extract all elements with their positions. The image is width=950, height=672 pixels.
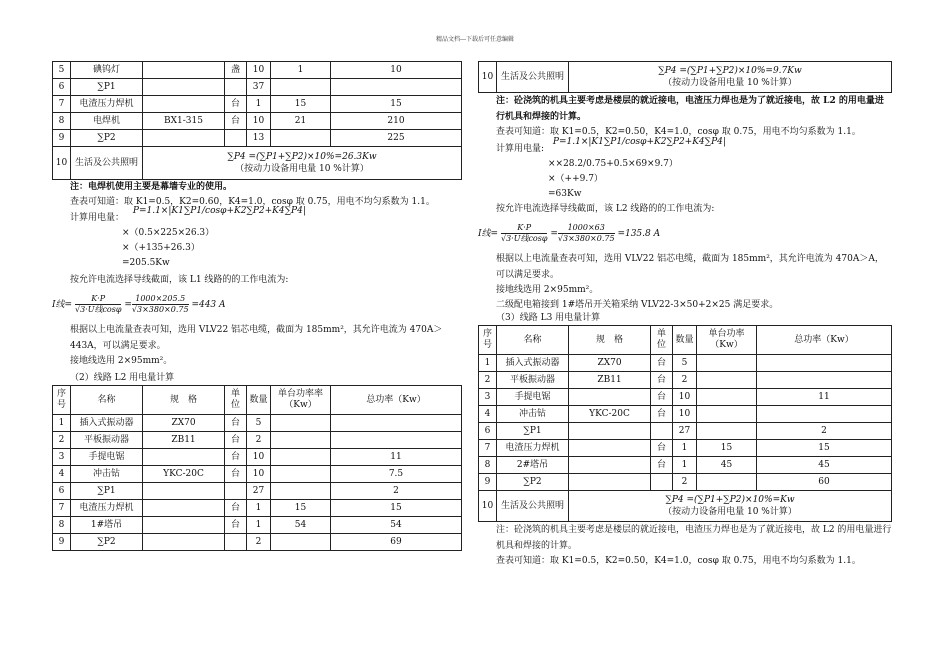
column-header: 序号	[479, 326, 497, 355]
cell-no: 5	[53, 62, 71, 79]
formula-line	[478, 137, 892, 157]
cell-name: ∑P2	[71, 130, 143, 147]
cell-name: 电渣压力焊机	[71, 96, 143, 113]
cell-spec: ZX70	[143, 415, 225, 432]
current-result: =135.8 A	[617, 229, 661, 239]
cell-unit: 台	[651, 355, 673, 372]
cell-qty: 5	[673, 355, 697, 372]
cell-name: 插入式振动器	[497, 355, 569, 372]
ground-text: 接地线选用 2×95mm²。	[70, 356, 173, 366]
table-caption-l2: （2）线路 L2 用电量计算	[70, 373, 175, 383]
cell-name: ∑P2	[497, 474, 569, 491]
table-row	[53, 62, 462, 79]
cell-no: 9	[53, 130, 71, 147]
cell-no: 6	[479, 423, 497, 440]
cell-unit: 台	[225, 500, 247, 517]
cell-unit	[225, 483, 247, 500]
cell-qty: 1	[247, 96, 271, 113]
current-formula: I线= $\frac{K\cdot P}{\text{√3·U线cosφ}}$ = $\frac{1000\times 205.5}{√3\times 380\times 0.75}$ =443 A	[52, 294, 226, 314]
cell-name: ∑P2	[71, 534, 143, 551]
cell-no: 2	[479, 372, 497, 389]
current-result: =443 A	[191, 300, 226, 310]
cell-power	[271, 483, 331, 500]
cell-no: 10	[53, 147, 71, 180]
cell-power	[697, 372, 757, 389]
cell-spec	[143, 79, 225, 96]
calc-line-1: ×（0.5×225×26.3）	[122, 228, 215, 238]
result-text: 根据以上电流量查表可知，选用 VLV22 铝芯电缆，截面为 185mm²，其允许电流为 470A＞A，可以满足要求。	[496, 254, 884, 280]
table-row	[479, 355, 892, 372]
cell-no: 4	[479, 406, 497, 423]
cell-no: 6	[53, 483, 71, 500]
table-row	[53, 415, 462, 432]
table-row	[479, 440, 892, 457]
table-row	[479, 423, 892, 440]
cell-name: 插入式振动器	[71, 415, 143, 432]
table-row	[479, 474, 892, 491]
lighting-note: （按动力设备用电量 10 %计算）	[235, 164, 369, 174]
formula-label: 计算用电量:	[496, 144, 545, 154]
cell-total	[331, 415, 462, 432]
cell-qty: 10	[673, 389, 697, 406]
cell-no: 4	[53, 466, 71, 483]
cell-spec	[569, 474, 651, 491]
cell-total	[757, 406, 892, 423]
cell-no: 1	[53, 415, 71, 432]
cell-total: 11	[331, 449, 462, 466]
cell-power: 21	[271, 113, 331, 130]
cell-total	[331, 79, 462, 96]
table-l1-continued	[52, 61, 462, 180]
cell-qty: 37	[247, 79, 271, 96]
lighting-note: （按动力设备用电量 10 %计算）	[663, 507, 797, 517]
current-formula: I线= $\frac{K\cdot P}{\text{√3·U线cosφ}}$ = $\frac{1000\times 63}{√3\times 380\times 0.75}$ =135.8 A	[478, 223, 661, 243]
cell-name: 冲击钻	[71, 466, 143, 483]
cell-formula	[143, 147, 462, 180]
cell-unit: 台	[225, 517, 247, 534]
cell-power	[697, 474, 757, 491]
cell-no: 10	[479, 62, 497, 93]
cell-spec	[143, 500, 225, 517]
current-frac-2	[558, 223, 615, 244]
cell-no: 8	[53, 517, 71, 534]
cell-no: 7	[53, 500, 71, 517]
cell-qty: 1	[673, 457, 697, 474]
cell-name: 2#塔吊	[497, 457, 569, 474]
cell-qty: 1	[247, 500, 271, 517]
cell-unit	[225, 79, 247, 96]
table-row	[53, 130, 462, 147]
table-l3	[478, 325, 892, 522]
frac-num: 1000×205.5	[132, 294, 189, 305]
cell-unit	[225, 130, 247, 147]
cell-spec	[143, 534, 225, 551]
cell-unit: 台	[225, 466, 247, 483]
cell-total	[757, 372, 892, 389]
cell-power	[271, 449, 331, 466]
cell-spec: ZX70	[569, 355, 651, 372]
column-header: 单台功率（Kw）	[697, 326, 757, 355]
table-row	[53, 517, 462, 534]
table-row-lighting	[479, 62, 892, 93]
cell-qty: 10	[247, 449, 271, 466]
cell-name: 电渣压力焊机	[497, 440, 569, 457]
calc-line-1: ××28.2/0.75+0.5×69×9.7）	[548, 159, 678, 169]
table-row	[479, 389, 892, 406]
cell-total: 45	[757, 457, 892, 474]
lighting-formula: ∑P4 =(∑P1+∑P2)×10%=26.3Kw	[227, 152, 377, 162]
table-row	[53, 432, 462, 449]
table-row	[479, 372, 892, 389]
frac-den: √3×380×0.75	[131, 305, 189, 314]
frac-den: √3·U线cosφ	[500, 234, 548, 243]
frac-den: √3·U线cosφ	[74, 305, 122, 314]
ground-text: 接地线选用 2×95mm²。	[496, 285, 599, 295]
cell-unit: 台	[651, 389, 673, 406]
cell-total: 2	[331, 483, 462, 500]
cell-qty: 2	[673, 474, 697, 491]
column-header: 单位	[651, 326, 673, 355]
cell-power	[271, 130, 331, 147]
cell-unit: 台	[225, 449, 247, 466]
cell-no: 7	[53, 96, 71, 113]
cell-name: 电渣压力焊机	[71, 500, 143, 517]
cell-spec: ZB11	[143, 432, 225, 449]
cell-unit: 台	[651, 372, 673, 389]
cell-total: 69	[331, 534, 462, 551]
lighting-formula: ∑P4 =(∑P1+∑P2)×10%=Kw	[665, 495, 795, 505]
cell-name: 碘钨灯	[71, 62, 143, 79]
cell-unit	[651, 474, 673, 491]
result-text: 根据以上电流量查表可知，选用 VLV22 铝芯电缆，截面为 185mm²，其允许电流为 470A＞443A，可以满足要求。	[70, 325, 443, 351]
cell-power	[697, 355, 757, 372]
table-row	[53, 113, 462, 130]
power-formula: P=1.1×|K1∑P1/cosφ+K2∑P2+K4∑P4|	[132, 206, 306, 216]
table-l2-end	[478, 61, 892, 93]
cell-no: 3	[53, 449, 71, 466]
cell-name: ∑P1	[71, 483, 143, 500]
cell-power	[271, 79, 331, 96]
calc-line-2: ×（+135+26.3）	[122, 243, 200, 253]
right-column	[478, 61, 892, 569]
cell-power	[697, 389, 757, 406]
lighting-formula: ∑P4 =(∑P1+∑P2)×10%=9.7Kw	[658, 66, 802, 76]
cell-formula	[569, 62, 892, 93]
frac-den: √3×380×0.75	[557, 234, 615, 243]
cell-spec	[569, 423, 651, 440]
column-header: 序号	[53, 386, 71, 415]
cell-qty: 2	[247, 432, 271, 449]
lookup-text: 查表可知道：取 K1=0.5，K2=0.50，K4=1.0，cosφ 取 0.75，用电不均匀系数为 1.1。	[496, 127, 861, 137]
table-l2	[52, 385, 462, 551]
cell-name: 生活及公共照明	[497, 491, 569, 522]
cell-power	[271, 534, 331, 551]
page-header: 精品文档---下载后可任意编辑	[435, 36, 515, 43]
cell-power: 1	[271, 62, 331, 79]
cell-spec: YKC-20C	[143, 466, 225, 483]
column-header: 规 格	[143, 386, 225, 415]
calc-line-2: ×（++9.7）	[548, 174, 603, 184]
table-header-row	[53, 386, 462, 415]
cell-name: 手提电锯	[497, 389, 569, 406]
lighting-note: （按动力设备用电量 10 %计算）	[663, 78, 797, 88]
cell-total: 60	[757, 474, 892, 491]
cell-no: 8	[53, 113, 71, 130]
cell-unit: 台	[651, 406, 673, 423]
cell-spec	[143, 130, 225, 147]
column-header: 单位	[225, 386, 247, 415]
cell-power	[697, 423, 757, 440]
cell-no: 8	[479, 457, 497, 474]
table-row	[479, 457, 892, 474]
cell-name: 生活及公共照明	[71, 147, 143, 180]
cell-spec: BX1-315	[143, 113, 225, 130]
cell-no: 2	[53, 432, 71, 449]
current-lhs: I线=	[52, 300, 73, 310]
cell-name: 1#塔吊	[71, 517, 143, 534]
cell-qty: 5	[247, 415, 271, 432]
cell-name: ∑P1	[71, 79, 143, 96]
cell-power: 15	[271, 500, 331, 517]
column-header: 规 格	[569, 326, 651, 355]
cell-spec	[143, 517, 225, 534]
cell-total: 54	[331, 517, 462, 534]
cell-unit: 盏	[225, 62, 247, 79]
table-row	[53, 466, 462, 483]
cell-power: 45	[697, 457, 757, 474]
cell-qty: 27	[247, 483, 271, 500]
cell-no: 9	[53, 534, 71, 551]
current-frac-1	[75, 294, 121, 315]
left-column	[52, 61, 462, 551]
cell-unit	[651, 423, 673, 440]
column-header: 数量	[673, 326, 697, 355]
current-frac-1	[501, 223, 547, 244]
cell-total: 210	[331, 113, 462, 130]
cell-qty: 1	[247, 517, 271, 534]
formula-label: 计算用电量：	[70, 213, 125, 223]
note-concrete-2: 注：砼浇筑的机具主要考虑是楼层的就近接电，电渣压力焊也是为了就近接电，故 L2 的用电量进行机具和焊接的计算。	[496, 525, 892, 551]
frac-num: 1000×63	[558, 223, 615, 234]
note-welding: 注：电焊机使用主要是幕墙专业的使用。	[70, 182, 233, 192]
cell-total: 225	[331, 130, 462, 147]
table-row	[53, 534, 462, 551]
cell-spec	[143, 62, 225, 79]
column-header: 名称	[497, 326, 569, 355]
cell-power: 15	[697, 440, 757, 457]
cell-qty: 10	[247, 62, 271, 79]
lookup-text-2: 查表可知道：取 K1=0.5，K2=0.50，K4=1.0，cosφ 取 0.75，用电不均匀系数为 1.1。	[496, 556, 861, 566]
cell-qty: 2	[247, 534, 271, 551]
calc-line-3: =63Kw	[548, 189, 582, 199]
cell-power	[271, 432, 331, 449]
cell-spec	[143, 483, 225, 500]
cell-total: 15	[331, 96, 462, 113]
cell-qty: 27	[673, 423, 697, 440]
current-frac-2	[132, 294, 189, 315]
cell-name: 电焊机	[71, 113, 143, 130]
cell-spec	[143, 449, 225, 466]
cell-unit: 台	[225, 415, 247, 432]
table-header-row	[479, 326, 892, 355]
column-header: 名称	[71, 386, 143, 415]
cell-power	[271, 466, 331, 483]
cell-no: 9	[479, 474, 497, 491]
cell-unit: 台	[225, 113, 247, 130]
cell-unit: 台	[225, 96, 247, 113]
cell-unit: 台	[651, 457, 673, 474]
cell-no: 10	[479, 491, 497, 522]
cell-total	[331, 432, 462, 449]
power-formula: P=1.1×|K1∑P1/cosφ+K2∑P2+K4∑P4|	[552, 137, 726, 147]
cell-name: 生活及公共照明	[497, 62, 569, 93]
cell-qty: 1	[673, 440, 697, 457]
cell-power	[697, 406, 757, 423]
table-caption-l3: （3）线路 L3 用电量计算	[496, 313, 601, 323]
column-header: 总功率（Kw）	[331, 386, 462, 415]
table-row-lighting	[479, 491, 892, 522]
cell-total: 7.5	[331, 466, 462, 483]
cell-spec	[569, 389, 651, 406]
frac-num: K·P	[501, 223, 547, 234]
choose-text: 按允许电流选择导线截面，该 L1 线路的的工作电流为:	[70, 275, 289, 285]
table-row	[53, 96, 462, 113]
column-header: 总功率（Kw）	[757, 326, 892, 355]
cell-name: 平板振动器	[71, 432, 143, 449]
cell-qty: 13	[247, 130, 271, 147]
cell-power: 15	[271, 96, 331, 113]
formula-line	[52, 206, 462, 226]
cell-name: 手提电锯	[71, 449, 143, 466]
cell-unit: 台	[225, 432, 247, 449]
box-text: 二级配电箱接到 1#塔吊开关箱采纳 VLV22-3×50+2×25 满足要求。	[496, 300, 779, 310]
table-row	[53, 79, 462, 96]
column-header: 数量	[247, 386, 271, 415]
table-row	[53, 483, 462, 500]
cell-unit	[225, 534, 247, 551]
frac-num: K·P	[75, 294, 121, 305]
table-row	[53, 500, 462, 517]
cell-total	[757, 355, 892, 372]
cell-no: 1	[479, 355, 497, 372]
cell-total: 10	[331, 62, 462, 79]
cell-spec	[569, 440, 651, 457]
column-header: 单台功率率（Kw）	[271, 386, 331, 415]
cell-power	[271, 415, 331, 432]
current-lhs: I线=	[478, 229, 499, 239]
cell-qty: 10	[247, 113, 271, 130]
cell-no: 7	[479, 440, 497, 457]
cell-spec	[569, 457, 651, 474]
cell-no: 6	[53, 79, 71, 96]
cell-spec	[143, 96, 225, 113]
cell-qty: 2	[673, 372, 697, 389]
cell-qty: 10	[673, 406, 697, 423]
cell-name: ∑P1	[497, 423, 569, 440]
cell-power: 54	[271, 517, 331, 534]
note-concrete: 注：砼浇筑的机具主要考虑是楼层的就近接电，电渣压力焊也是为了就近接电，故 L2 的用电量进行机具和焊接的计算。	[496, 96, 884, 122]
cell-total: 11	[757, 389, 892, 406]
table-row	[53, 449, 462, 466]
cell-total: 15	[757, 440, 892, 457]
cell-qty: 10	[247, 466, 271, 483]
calc-line-3: =205.5Kw	[122, 258, 170, 268]
lookup-text: 查表可知道：取 K1=0.5，K2=0.60，K4=1.0，cosφ 取 0.75，用电不均匀系数为 1.1。	[70, 197, 435, 207]
cell-name: 平板振动器	[497, 372, 569, 389]
table-row-lighting	[53, 147, 462, 180]
cell-total: 15	[331, 500, 462, 517]
table-row	[479, 406, 892, 423]
cell-spec: YKC-20C	[569, 406, 651, 423]
cell-formula	[569, 491, 892, 522]
cell-spec: ZB11	[569, 372, 651, 389]
cell-name: 冲击钻	[497, 406, 569, 423]
cell-total: 2	[757, 423, 892, 440]
choose-text: 按允许电流选择导线截面，该 L2 线路的的工作电流为:	[496, 204, 715, 214]
cell-unit: 台	[651, 440, 673, 457]
cell-no: 3	[479, 389, 497, 406]
